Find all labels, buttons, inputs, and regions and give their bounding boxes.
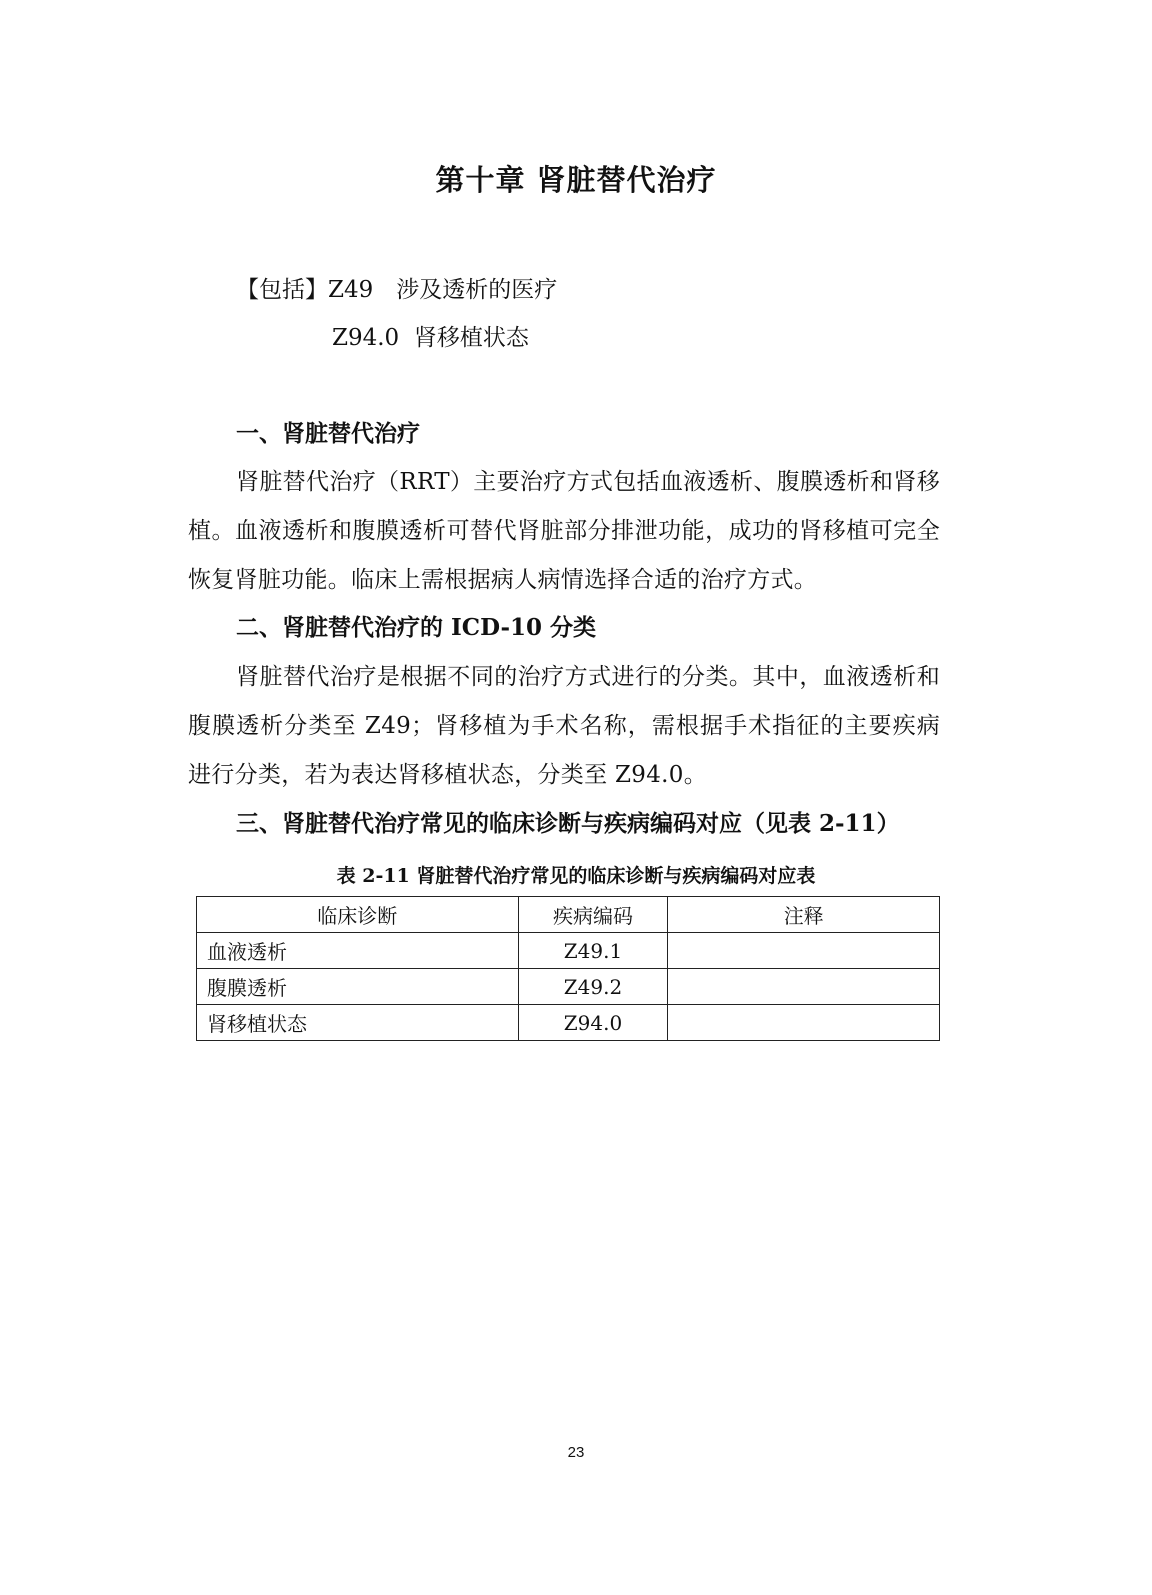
cell-code: Z94.0 [518, 1005, 668, 1041]
includes-line-z49: 【包括】Z49 涉及透析的医疗 [236, 277, 558, 303]
section-heading-3: 三、肾脏替代治疗常见的临床诊断与疾病编码对应（见表 2-11） [236, 810, 900, 837]
table-row [197, 969, 940, 1005]
cell-note [668, 1005, 940, 1041]
cell-diagnosis: 肾移植状态 [197, 1005, 519, 1041]
section-heading-2: 二、肾脏替代治疗的 ICD-10 分类 [236, 614, 597, 641]
includes-block [236, 266, 557, 362]
includes-line-z94: Z94.0 肾移植状态 [332, 325, 529, 351]
cell-diagnosis: 血液透析 [197, 933, 519, 969]
section-paragraph-1: 肾脏替代治疗（RRT）主要治疗方式包括血液透析、腹膜透析和肾移植。血液透析和腹膜透析可替代肾脏部分排泄功能，成功的肾移植可完全恢复肾脏功能。临床上需根据病人病情选择合适的治疗方式。 [188, 469, 940, 593]
page-number: 23 [567, 1444, 585, 1461]
chapter-title: 第十章 肾脏替代治疗 [435, 163, 717, 197]
table-row [197, 933, 940, 969]
cell-code: Z49.1 [518, 933, 668, 969]
table-header-row [197, 897, 940, 933]
diagnosis-code-table [196, 896, 940, 1041]
section-heading-1: 一、肾脏替代治疗 [236, 420, 420, 447]
section-paragraph-2: 肾脏替代治疗是根据不同的治疗方式进行的分类。其中，血液透析和腹膜透析分类至 Z49；肾移植为手术名称，需根据手术指征的主要疾病进行分类，若为表达肾移植状态，分类至 Z94.0。 [188, 664, 940, 788]
header-clinical-diagnosis: 临床诊断 [197, 897, 519, 933]
cell-note [668, 969, 940, 1005]
cell-diagnosis: 腹膜透析 [197, 969, 519, 1005]
header-notes: 注释 [668, 897, 940, 933]
cell-note [668, 933, 940, 969]
cell-code: Z49.2 [518, 969, 668, 1005]
table-row [197, 1005, 940, 1041]
header-disease-code: 疾病编码 [518, 897, 668, 933]
table-caption: 表 2-11 肾脏替代治疗常见的临床诊断与疾病编码对应表 [336, 865, 816, 887]
